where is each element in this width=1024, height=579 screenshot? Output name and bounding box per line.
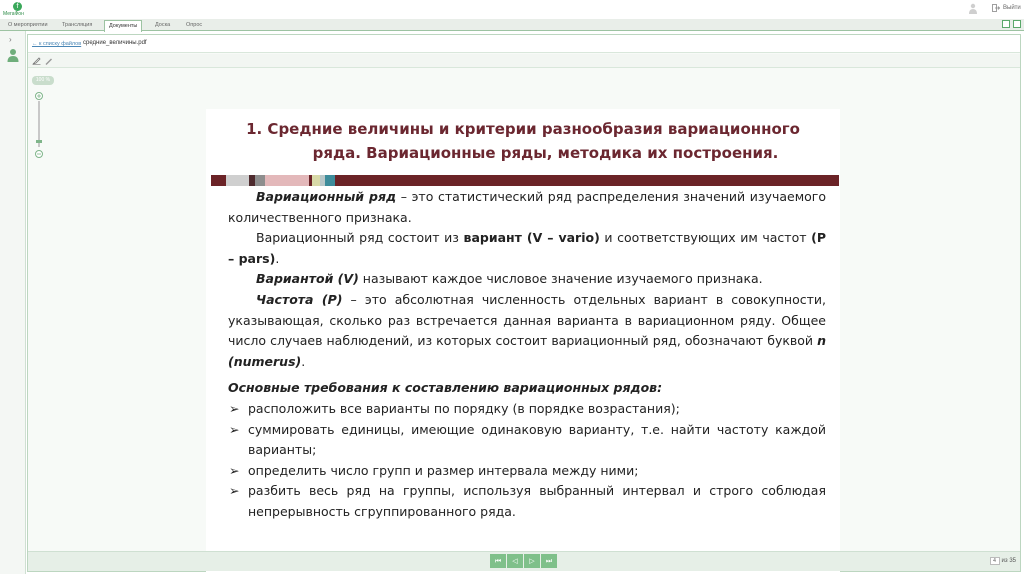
prev-page-button[interactable]: ◁: [507, 554, 523, 568]
term-variation-series: Вариационный ряд: [256, 189, 397, 204]
expand-chevron-icon[interactable]: ›: [9, 35, 12, 44]
list-item: [228, 461, 826, 482]
file-name: средние_величины.pdf: [83, 40, 147, 46]
document-viewer[interactable]: [28, 69, 1020, 551]
logout-icon: [992, 4, 1000, 12]
minimize-button[interactable]: [1002, 20, 1010, 28]
requirement-text: расположить все варианты по порядку (в порядке возрастания);: [248, 400, 680, 416]
page-indicator: [990, 557, 1016, 565]
page-total: из 35: [1001, 558, 1016, 564]
back-to-files-link[interactable]: ← к списку файлов: [32, 41, 82, 47]
tab-poll[interactable]: Опрос: [186, 22, 203, 28]
requirement-text: разбить весь ряд на группы, используя выбранный интервал и строго соблюдая непрерывность сгруппированного ряда.: [248, 483, 826, 519]
pencil-icon[interactable]: [44, 57, 53, 65]
top-decorative-stripe: [211, 175, 839, 186]
requirement-text: определить число групп и размер интервала между ними;: [248, 462, 639, 478]
logout-label: Выйти: [1003, 5, 1021, 11]
page-navigation: [490, 554, 557, 568]
document-page: [206, 109, 840, 579]
tab-about[interactable]: О мероприятии: [8, 22, 48, 28]
term-variants: вариант (V – vario): [463, 230, 600, 246]
first-page-button[interactable]: ⏮: [490, 554, 506, 568]
text-frequency: – это абсолютная численность отдельных вариант в совокупности, указывающая, сколько раз встречается данная варианта в вариационном ряду. Общее число случаев наблюдений, из которых состоит вариационный ряд, обозначают буквой: [228, 291, 826, 349]
term-frequency: Частота (P): [256, 291, 343, 307]
text-composition-1: Вариационный ряд состоит из: [256, 230, 464, 246]
paragraph-variant: [228, 269, 826, 290]
term-numerus: n (numerus): [228, 333, 826, 369]
slide-body: [228, 187, 826, 523]
tab-board[interactable]: Доска: [155, 22, 171, 28]
zoom-level-badge: 100 %: [32, 76, 54, 85]
list-item: [228, 399, 826, 420]
tab-broadcast[interactable]: Трансляция: [62, 22, 93, 28]
logout-button[interactable]: [992, 4, 1021, 12]
last-page-button[interactable]: ⏭: [541, 554, 557, 568]
tab-bar: [0, 19, 1024, 31]
slide-title-line-1: 1. Средние величины и критерии разнообразия вариационного: [246, 120, 800, 138]
document-toolbar: [28, 54, 1020, 68]
user-icon[interactable]: [968, 3, 978, 14]
bullet-arrow-icon: ➢: [229, 483, 240, 499]
bullet-arrow-icon: ➢: [229, 462, 240, 478]
document-panel: [27, 34, 1021, 572]
requirements-list: [228, 399, 826, 523]
page-number-input[interactable]: 4: [990, 557, 1000, 565]
text-composition-2: и соответствующих им частот: [599, 230, 812, 246]
draw-tool-icon[interactable]: [32, 57, 41, 65]
text-frequency-end: .: [301, 353, 306, 369]
paragraph-frequency: [228, 290, 826, 372]
pager-bar: [28, 551, 1020, 571]
megafon-logo: [3, 2, 37, 18]
logo-text: МегаФон: [3, 11, 24, 17]
zoom-slider[interactable]: [32, 90, 46, 160]
maximize-button[interactable]: [1013, 20, 1021, 28]
slide-title-line-2: ряда. Вариационные ряды, методика их построения.: [312, 144, 779, 162]
paragraph-series-composition: [228, 228, 826, 269]
list-item: [228, 481, 826, 522]
tab-documents[interactable]: Документы: [104, 20, 142, 32]
participant-icon[interactable]: [7, 48, 19, 62]
bullet-arrow-icon: ➢: [229, 421, 240, 437]
slide-title: [206, 117, 840, 165]
text-composition-3: .: [275, 250, 280, 266]
window-controls: [1002, 20, 1021, 28]
text-variation-series: – это статистический ряд распределения значений изучаемого количественного признака.: [228, 189, 826, 225]
top-bar: [0, 0, 1024, 19]
requirement-text: суммировать единицы, имеющие одинаковую варианту, т.е. найти частоту каждой варианты;: [248, 421, 826, 458]
logo-mark-icon: f: [13, 2, 22, 11]
left-rail: [0, 31, 26, 574]
list-item: [228, 420, 826, 461]
term-frequencies: (P – pars): [228, 230, 826, 266]
paragraph-variation-series: [228, 187, 826, 228]
next-page-button[interactable]: ▷: [524, 554, 540, 568]
bullet-arrow-icon: ➢: [229, 400, 240, 416]
term-variant: Вариантой (V): [256, 271, 359, 287]
requirements-heading: Основные требования к составлению вариационных рядов:: [228, 380, 663, 396]
breadcrumb: [28, 35, 1020, 53]
text-variant: называют каждое числовое значение изучаемого признака.: [358, 271, 763, 287]
